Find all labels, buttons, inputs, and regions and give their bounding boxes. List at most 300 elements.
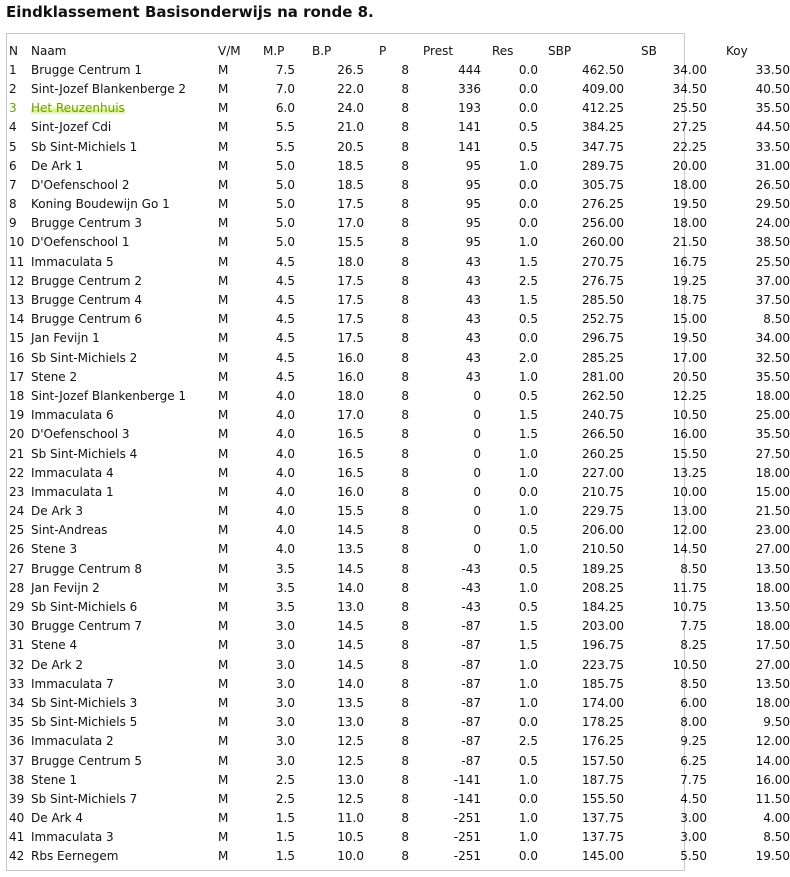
- cell-board-points: 13.5: [337, 542, 364, 557]
- cell-res: 0.5: [518, 523, 538, 538]
- cell-match-points: 7.0: [275, 81, 295, 96]
- cell-sb: 34.00: [672, 62, 707, 77]
- cell-koy: 18.00: [755, 619, 790, 634]
- cell-played: 8: [401, 542, 409, 557]
- cell-rank: 10: [9, 235, 25, 250]
- cell-vm: M: [218, 753, 229, 768]
- cell-sb: 8.50: [680, 561, 707, 576]
- cell-prest: 336: [458, 81, 481, 96]
- table-row: [7, 425, 790, 444]
- cell-vm: M: [218, 465, 229, 480]
- cell-played: 8: [401, 772, 409, 787]
- cell-koy: 32.50: [755, 350, 790, 365]
- cell-koy: 34.00: [755, 331, 790, 346]
- cell-sbp: 276.75: [582, 273, 624, 288]
- cell-sb: 22.25: [672, 139, 707, 154]
- cell-prest: 43: [465, 331, 481, 346]
- cell-rank: 5: [9, 139, 17, 154]
- cell-team-name: Sint-Jozef Blankenberge 2: [31, 81, 187, 96]
- cell-match-points: 3.5: [275, 580, 295, 595]
- cell-board-points: 17.5: [337, 273, 364, 288]
- cell-board-points: 16.0: [337, 484, 364, 499]
- cell-board-points: 12.5: [337, 791, 364, 806]
- cell-team-name: Brugge Centrum 2: [31, 273, 142, 288]
- cell-match-points: 3.0: [275, 715, 295, 730]
- cell-played: 8: [401, 638, 409, 653]
- table-row: [7, 713, 790, 732]
- cell-sb: 10.75: [672, 600, 707, 615]
- table-row: [7, 195, 790, 214]
- cell-sbp: 260.00: [582, 235, 624, 250]
- cell-board-points: 14.0: [337, 676, 364, 691]
- cell-vm: M: [218, 81, 229, 96]
- cell-rank: 41: [9, 830, 25, 845]
- cell-sbp: 262.50: [582, 388, 624, 403]
- cell-match-points: 5.5: [275, 120, 295, 135]
- cell-koy: 13.50: [755, 600, 790, 615]
- cell-match-points: 4.0: [275, 504, 295, 519]
- cell-koy: 14.00: [755, 753, 790, 768]
- cell-rank: 13: [9, 293, 25, 308]
- cell-res: 0.0: [518, 791, 538, 806]
- cell-prest: 0: [473, 523, 481, 538]
- table-row: [7, 693, 790, 712]
- table-row: [7, 847, 790, 866]
- cell-res: 0.0: [518, 101, 538, 116]
- cell-res: 1.0: [518, 235, 538, 250]
- cell-vm: M: [218, 619, 229, 634]
- cell-rank: 21: [9, 446, 25, 461]
- cell-prest: 444: [458, 62, 481, 77]
- cell-board-points: 24.0: [337, 101, 364, 116]
- table-row: [7, 79, 790, 98]
- cell-sbp: 208.25: [582, 580, 624, 595]
- cell-prest: 193: [458, 101, 481, 116]
- cell-team-name: Immaculata 6: [31, 408, 114, 423]
- cell-koy: 23.00: [755, 523, 790, 538]
- cell-match-points: 4.5: [275, 254, 295, 269]
- cell-team-name: Sint-Andreas: [31, 523, 108, 538]
- cell-vm: M: [218, 849, 229, 864]
- cell-team-name: De Ark 1: [31, 158, 83, 173]
- cell-vm: M: [218, 600, 229, 615]
- cell-match-points: 2.5: [275, 791, 295, 806]
- cell-match-points: 1.5: [275, 849, 295, 864]
- cell-board-points: 17.5: [337, 197, 364, 212]
- table-row: [7, 540, 790, 559]
- cell-board-points: 16.0: [337, 369, 364, 384]
- cell-vm: M: [218, 715, 229, 730]
- cell-sbp: 184.25: [582, 600, 624, 615]
- cell-vm: M: [218, 830, 229, 845]
- cell-sbp: 289.75: [582, 158, 624, 173]
- table-row: [7, 732, 790, 751]
- cell-vm: M: [218, 580, 229, 595]
- cell-rank: 6: [9, 158, 17, 173]
- table-row: [7, 271, 790, 290]
- cell-vm: M: [218, 139, 229, 154]
- cell-vm: M: [218, 484, 229, 499]
- cell-played: 8: [401, 177, 409, 192]
- cell-sb: 27.25: [672, 120, 707, 135]
- cell-match-points: 5.0: [275, 216, 295, 231]
- cell-team-name: Immaculata 1: [31, 484, 114, 499]
- cell-rank: 28: [9, 580, 25, 595]
- cell-played: 8: [401, 81, 409, 96]
- cell-koy: 21.50: [755, 504, 790, 519]
- cell-rank: 20: [9, 427, 25, 442]
- cell-prest: -87: [461, 734, 481, 749]
- cell-vm: M: [218, 542, 229, 557]
- cell-sb: 6.00: [680, 695, 707, 710]
- cell-sbp: 155.50: [582, 791, 624, 806]
- cell-koy: 12.00: [755, 734, 790, 749]
- table-row: [7, 617, 790, 636]
- cell-sb: 6.25: [680, 753, 707, 768]
- cell-res: 0.5: [518, 753, 538, 768]
- table-row: [7, 502, 790, 521]
- cell-rank: 27: [9, 561, 25, 576]
- cell-koy: 44.50: [755, 120, 790, 135]
- cell-played: 8: [401, 657, 409, 672]
- cell-res: 2.5: [518, 273, 538, 288]
- cell-board-points: 21.0: [337, 120, 364, 135]
- cell-rank: 12: [9, 273, 25, 288]
- cell-sbp: 276.25: [582, 197, 624, 212]
- cell-sbp: 203.00: [582, 619, 624, 634]
- cell-res: 0.0: [518, 197, 538, 212]
- cell-res: 0.5: [518, 561, 538, 576]
- cell-board-points: 17.0: [337, 408, 364, 423]
- cell-sb: 8.25: [680, 638, 707, 653]
- cell-sb: 9.25: [680, 734, 707, 749]
- cell-played: 8: [401, 62, 409, 77]
- cell-played: 8: [401, 350, 409, 365]
- cell-match-points: 3.0: [275, 619, 295, 634]
- cell-sb: 20.00: [672, 158, 707, 173]
- cell-team-name: De Ark 3: [31, 504, 83, 519]
- table-row: [7, 809, 790, 828]
- cell-prest: 43: [465, 254, 481, 269]
- cell-sb: 10.50: [672, 408, 707, 423]
- cell-board-points: 26.5: [337, 62, 364, 77]
- cell-sbp: 145.00: [582, 849, 624, 864]
- cell-prest: 0: [473, 465, 481, 480]
- cell-rank: 19: [9, 408, 25, 423]
- cell-team-name: Stene 1: [31, 772, 78, 787]
- column-header-koy: Koy: [726, 43, 748, 58]
- cell-vm: M: [218, 369, 229, 384]
- cell-team-name: De Ark 2: [31, 657, 83, 672]
- cell-koy: 18.00: [755, 465, 790, 480]
- cell-team-name: Immaculata 3: [31, 830, 114, 845]
- cell-sbp: 384.25: [582, 120, 624, 135]
- cell-board-points: 13.5: [337, 695, 364, 710]
- cell-sbp: 229.75: [582, 504, 624, 519]
- cell-board-points: 13.0: [337, 772, 364, 787]
- cell-res: 1.5: [518, 293, 538, 308]
- cell-board-points: 14.5: [337, 561, 364, 576]
- column-header-mp: M.P: [263, 43, 285, 58]
- cell-vm: M: [218, 772, 229, 787]
- cell-team-name: D'Oefenschool 2: [31, 177, 130, 192]
- cell-match-points: 3.0: [275, 676, 295, 691]
- cell-prest: -141: [453, 791, 481, 806]
- cell-vm: M: [218, 734, 229, 749]
- cell-sbp: 462.50: [582, 62, 624, 77]
- cell-board-points: 12.5: [337, 753, 364, 768]
- cell-vm: M: [218, 120, 229, 135]
- cell-prest: 95: [465, 158, 481, 173]
- cell-prest: -43: [461, 580, 481, 595]
- cell-board-points: 17.5: [337, 331, 364, 346]
- cell-koy: 27.00: [755, 657, 790, 672]
- cell-match-points: 2.5: [275, 772, 295, 787]
- table-header-row: [7, 41, 790, 60]
- cell-match-points: 4.5: [275, 331, 295, 346]
- cell-sb: 18.00: [672, 177, 707, 192]
- cell-sbp: 266.50: [582, 427, 624, 442]
- table-row: [7, 636, 790, 655]
- cell-sb: 17.00: [672, 350, 707, 365]
- cell-koy: 27.00: [755, 542, 790, 557]
- cell-played: 8: [401, 695, 409, 710]
- cell-match-points: 1.5: [275, 811, 295, 826]
- cell-res: 1.0: [518, 580, 538, 595]
- cell-koy: 17.50: [755, 638, 790, 653]
- cell-koy: 25.00: [755, 408, 790, 423]
- cell-vm: M: [218, 101, 229, 116]
- cell-vm: M: [218, 216, 229, 231]
- cell-res: 0.0: [518, 177, 538, 192]
- cell-team-name: Rbs Eernegem: [31, 849, 119, 864]
- cell-koy: 9.50: [763, 715, 790, 730]
- cell-vm: M: [218, 62, 229, 77]
- cell-res: 1.0: [518, 446, 538, 461]
- cell-res: 0.0: [518, 62, 538, 77]
- cell-prest: 43: [465, 369, 481, 384]
- cell-prest: -87: [461, 715, 481, 730]
- cell-sbp: 227.00: [582, 465, 624, 480]
- cell-match-points: 4.0: [275, 523, 295, 538]
- cell-vm: M: [218, 676, 229, 691]
- cell-rank: 14: [9, 312, 25, 327]
- table-row: [7, 655, 790, 674]
- cell-prest: -87: [461, 638, 481, 653]
- cell-prest: 95: [465, 177, 481, 192]
- table-row: [7, 175, 790, 194]
- cell-match-points: 4.5: [275, 369, 295, 384]
- cell-played: 8: [401, 561, 409, 576]
- cell-match-points: 5.0: [275, 197, 295, 212]
- cell-board-points: 16.5: [337, 465, 364, 480]
- column-header-naam: Naam: [31, 43, 67, 58]
- table-row: [7, 348, 790, 367]
- table-row: [7, 482, 790, 501]
- cell-koy: 18.00: [755, 580, 790, 595]
- cell-koy: 4.00: [763, 811, 790, 826]
- cell-team-name: Immaculata 2: [31, 734, 114, 749]
- cell-vm: M: [218, 811, 229, 826]
- cell-vm: M: [218, 695, 229, 710]
- cell-team-name: De Ark 4: [31, 811, 83, 826]
- cell-played: 8: [401, 312, 409, 327]
- cell-team-name: Immaculata 4: [31, 465, 114, 480]
- cell-team-name: [31, 99, 216, 118]
- cell-played: 8: [401, 139, 409, 154]
- cell-sbp: 176.25: [582, 734, 624, 749]
- cell-played: 8: [401, 849, 409, 864]
- cell-sbp: 260.25: [582, 446, 624, 461]
- cell-res: 1.0: [518, 830, 538, 845]
- table-row: [7, 386, 790, 405]
- cell-sbp: 347.75: [582, 139, 624, 154]
- cell-res: 0.0: [518, 715, 538, 730]
- cell-rank: 38: [9, 772, 25, 787]
- cell-koy: 33.50: [755, 62, 790, 77]
- column-header-bp: B.P: [312, 43, 332, 58]
- cell-played: 8: [401, 254, 409, 269]
- cell-rank: 37: [9, 753, 25, 768]
- cell-sb: 25.50: [672, 101, 707, 116]
- cell-rank: 30: [9, 619, 25, 634]
- cell-match-points: 3.0: [275, 734, 295, 749]
- cell-res: 1.0: [518, 158, 538, 173]
- cell-sb: 16.75: [672, 254, 707, 269]
- cell-sbp: 206.00: [582, 523, 624, 538]
- cell-sbp: 270.75: [582, 254, 624, 269]
- cell-match-points: 4.0: [275, 408, 295, 423]
- cell-rank: 4: [9, 120, 17, 135]
- cell-match-points: 6.0: [275, 101, 295, 116]
- table-row: [7, 290, 790, 309]
- cell-prest: -43: [461, 561, 481, 576]
- cell-vm: M: [218, 254, 229, 269]
- cell-rank: 18: [9, 388, 25, 403]
- cell-koy: 24.00: [755, 216, 790, 231]
- cell-sb: 8.50: [680, 676, 707, 691]
- table-row: [7, 99, 790, 118]
- cell-prest: 43: [465, 293, 481, 308]
- cell-rank: 15: [9, 331, 25, 346]
- table-row: [7, 463, 790, 482]
- cell-vm: M: [218, 657, 229, 672]
- cell-res: 1.5: [518, 254, 538, 269]
- cell-prest: -251: [453, 811, 481, 826]
- table-row: [7, 559, 790, 578]
- cell-sb: 12.25: [672, 388, 707, 403]
- table-row: [7, 137, 790, 156]
- cell-koy: 40.50: [755, 81, 790, 96]
- cell-koy: 13.50: [755, 676, 790, 691]
- cell-rank: 17: [9, 369, 25, 384]
- cell-match-points: 4.0: [275, 465, 295, 480]
- cell-sbp: 157.50: [582, 753, 624, 768]
- cell-rank: 26: [9, 542, 25, 557]
- cell-sb: 7.75: [680, 619, 707, 634]
- cell-sbp: 178.25: [582, 715, 624, 730]
- cell-sbp: 223.75: [582, 657, 624, 672]
- cell-res: 1.5: [518, 619, 538, 634]
- table-row: [7, 674, 790, 693]
- table-row: [7, 233, 790, 252]
- cell-prest: 0: [473, 408, 481, 423]
- cell-match-points: 5.5: [275, 139, 295, 154]
- cell-prest: -87: [461, 676, 481, 691]
- cell-koy: 13.50: [755, 561, 790, 576]
- cell-team-name: Brugge Centrum 3: [31, 216, 142, 231]
- cell-prest: 95: [465, 197, 481, 212]
- cell-vm: M: [218, 235, 229, 250]
- cell-played: 8: [401, 791, 409, 806]
- cell-sbp: 296.75: [582, 331, 624, 346]
- cell-koy: 15.00: [755, 484, 790, 499]
- cell-match-points: 4.0: [275, 484, 295, 499]
- cell-board-points: 17.0: [337, 216, 364, 231]
- cell-board-points: 16.0: [337, 350, 364, 365]
- cell-res: 1.0: [518, 542, 538, 557]
- cell-match-points: 5.0: [275, 177, 295, 192]
- cell-team-name: Brugge Centrum 5: [31, 753, 142, 768]
- cell-team-name: D'Oefenschool 1: [31, 235, 130, 250]
- cell-rank: 39: [9, 791, 25, 806]
- cell-played: 8: [401, 158, 409, 173]
- cell-sb: 16.00: [672, 427, 707, 442]
- cell-sb: 21.50: [672, 235, 707, 250]
- cell-prest: -87: [461, 619, 481, 634]
- cell-played: 8: [401, 446, 409, 461]
- cell-team-name: Sb Sint-Michiels 5: [31, 715, 138, 730]
- cell-koy: 27.50: [755, 446, 790, 461]
- cell-res: 1.5: [518, 638, 538, 653]
- cell-match-points: 7.5: [275, 62, 295, 77]
- cell-board-points: 18.5: [337, 177, 364, 192]
- cell-prest: 0: [473, 484, 481, 499]
- cell-played: 8: [401, 216, 409, 231]
- cell-played: 8: [401, 811, 409, 826]
- cell-played: 8: [401, 273, 409, 288]
- cell-vm: M: [218, 504, 229, 519]
- table-row: [7, 521, 790, 540]
- cell-prest: 43: [465, 273, 481, 288]
- cell-rank: 3: [9, 101, 17, 116]
- cell-vm: M: [218, 331, 229, 346]
- cell-match-points: 5.0: [275, 235, 295, 250]
- cell-res: 0.5: [518, 139, 538, 154]
- cell-res: 0.5: [518, 600, 538, 615]
- cell-prest: 43: [465, 350, 481, 365]
- cell-board-points: 12.5: [337, 734, 364, 749]
- cell-board-points: 18.0: [337, 388, 364, 403]
- cell-koy: 18.00: [755, 695, 790, 710]
- cell-board-points: 17.5: [337, 312, 364, 327]
- column-header-res: Res: [492, 43, 514, 58]
- cell-match-points: 3.0: [275, 657, 295, 672]
- cell-sb: 10.50: [672, 657, 707, 672]
- cell-vm: M: [218, 446, 229, 461]
- cell-prest: 0: [473, 388, 481, 403]
- cell-team-name: Brugge Centrum 8: [31, 561, 142, 576]
- table-row: [7, 329, 790, 348]
- cell-rank: 9: [9, 216, 17, 231]
- cell-sbp: 196.75: [582, 638, 624, 653]
- table-row: [7, 118, 790, 137]
- cell-match-points: 4.0: [275, 446, 295, 461]
- cell-sb: 18.00: [672, 216, 707, 231]
- cell-team-name: Brugge Centrum 4: [31, 293, 142, 308]
- cell-res: 1.0: [518, 695, 538, 710]
- cell-played: 8: [401, 600, 409, 615]
